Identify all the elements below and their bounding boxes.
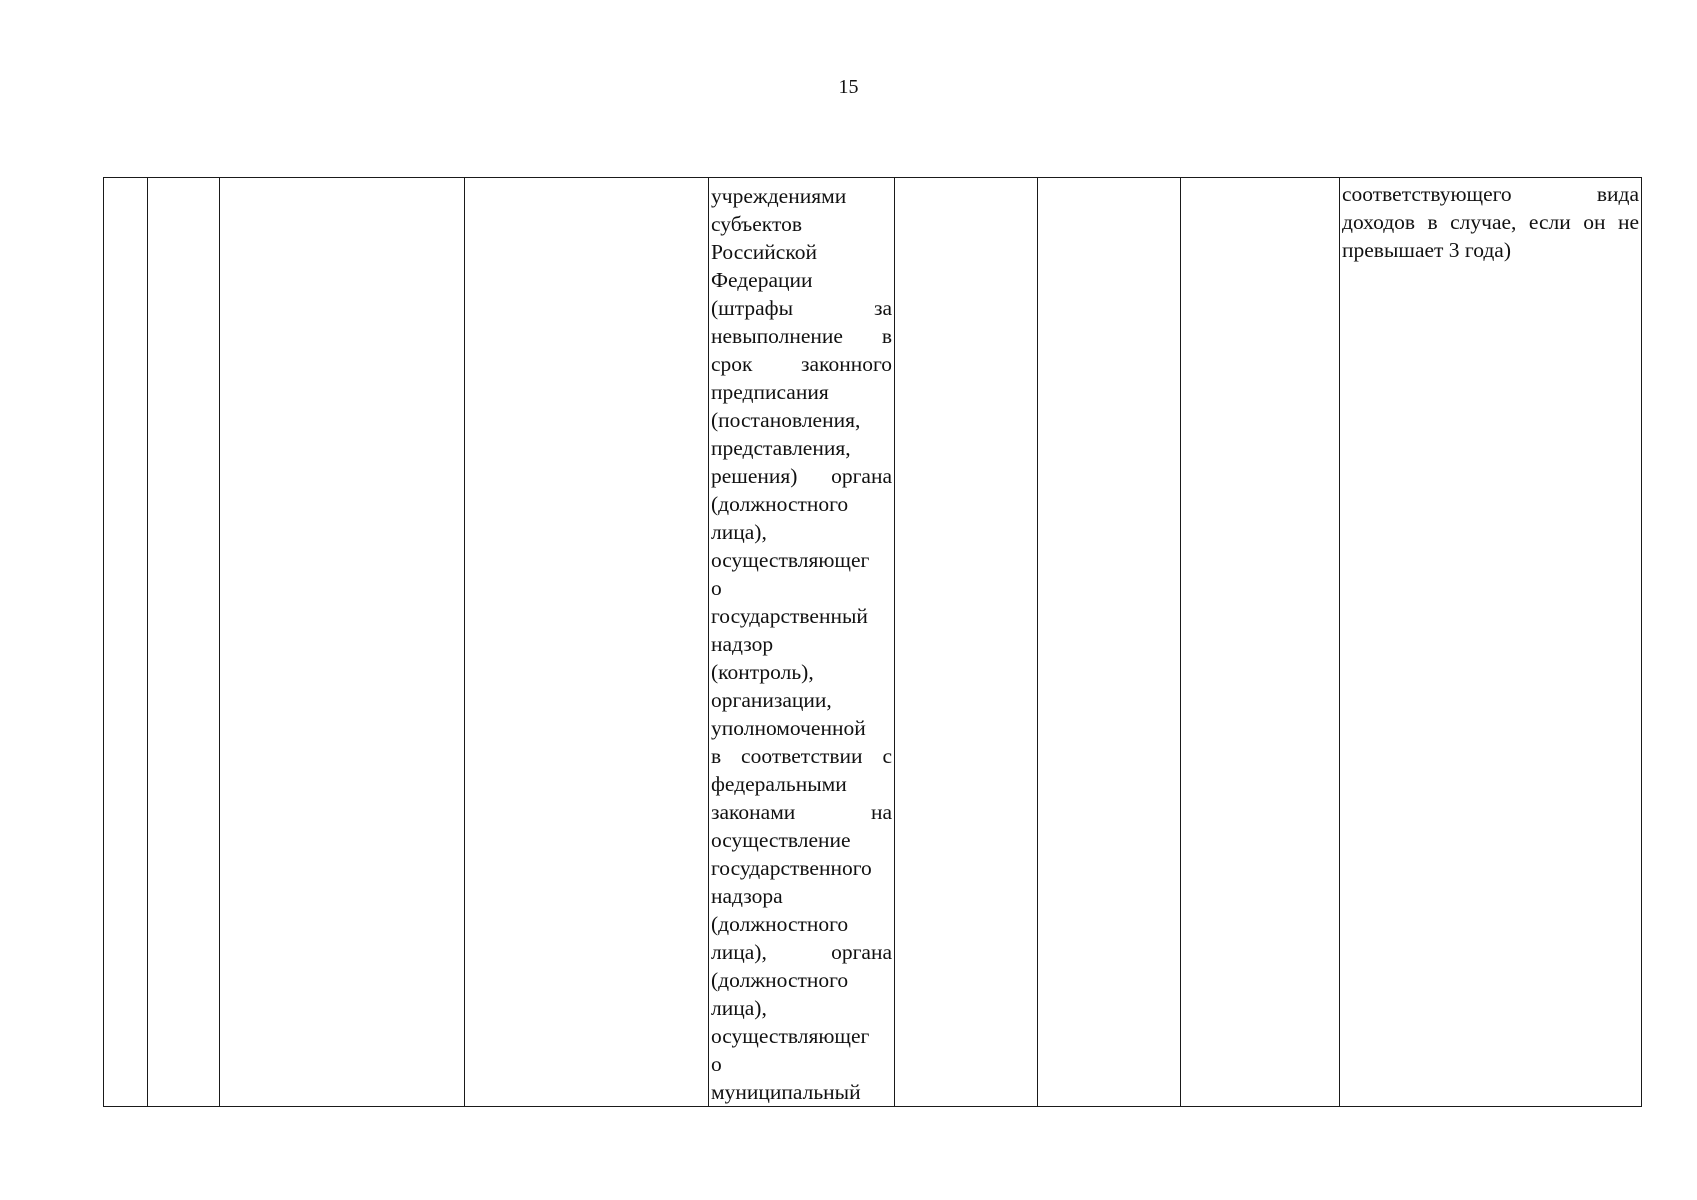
table-cell-col8 <box>1181 178 1340 1107</box>
text-line: надзора <box>711 884 783 908</box>
text-line: учреждениями <box>711 184 847 208</box>
text-line: предписания <box>711 380 829 404</box>
text-line: организации, <box>711 688 832 712</box>
text-line: муниципальный <box>711 1080 861 1104</box>
text-line: лица), <box>711 520 767 544</box>
table-cell-col5 <box>709 178 895 1107</box>
text-line: (должностного <box>711 492 849 516</box>
text-line: осуществляющег <box>711 1024 870 1048</box>
text-line: соответствующего вида <box>1342 182 1639 206</box>
text-line: государственный <box>711 604 868 628</box>
text-line: в соответствии с <box>711 744 892 768</box>
text-line: невыполнение в <box>711 324 892 348</box>
text-line: превышает 3 года) <box>1342 238 1511 262</box>
text-line: уполномоченной <box>711 716 866 740</box>
text-line: надзор <box>711 632 774 656</box>
text-line: лица), органа <box>711 940 892 964</box>
text-line: осуществляющег <box>711 548 870 572</box>
text-line: (штрафы за <box>711 296 892 320</box>
text-line: осуществление <box>711 828 851 852</box>
text-line: о <box>711 1052 722 1076</box>
text-line: (постановления, <box>711 408 861 432</box>
text-line: субъектов <box>711 212 802 236</box>
text-line: представления, <box>711 436 851 460</box>
table-row <box>104 178 1642 1107</box>
table-cell-col3 <box>220 178 465 1107</box>
text-line: доходов в случае, если он не <box>1342 210 1639 234</box>
text-line: (контроль), <box>711 660 814 684</box>
text-line: о <box>711 576 722 600</box>
table-cell-col2 <box>148 178 220 1107</box>
text-line: Российской <box>711 240 817 264</box>
page-number: 15 <box>838 76 859 98</box>
text-line: (должностного <box>711 912 849 936</box>
text-line: срок законного <box>711 352 892 376</box>
text-line: государственного <box>711 856 872 880</box>
table-cell-col7 <box>1038 178 1181 1107</box>
cell-text-note <box>1340 178 1641 264</box>
text-line: законами на <box>711 800 892 824</box>
document-table <box>103 177 1642 1107</box>
text-line: (должностного <box>711 968 849 992</box>
cell-text-revenue-description <box>709 178 894 1106</box>
table-cell-col1 <box>104 178 148 1107</box>
text-line: федеральными <box>711 772 847 796</box>
text-line: лица), <box>711 996 767 1020</box>
table-cell-col6 <box>895 178 1038 1107</box>
text-line: Федерации <box>711 268 813 292</box>
table-cell-col4 <box>465 178 709 1107</box>
table-cell-col9 <box>1340 178 1642 1107</box>
text-line: решения) органа <box>711 464 892 488</box>
